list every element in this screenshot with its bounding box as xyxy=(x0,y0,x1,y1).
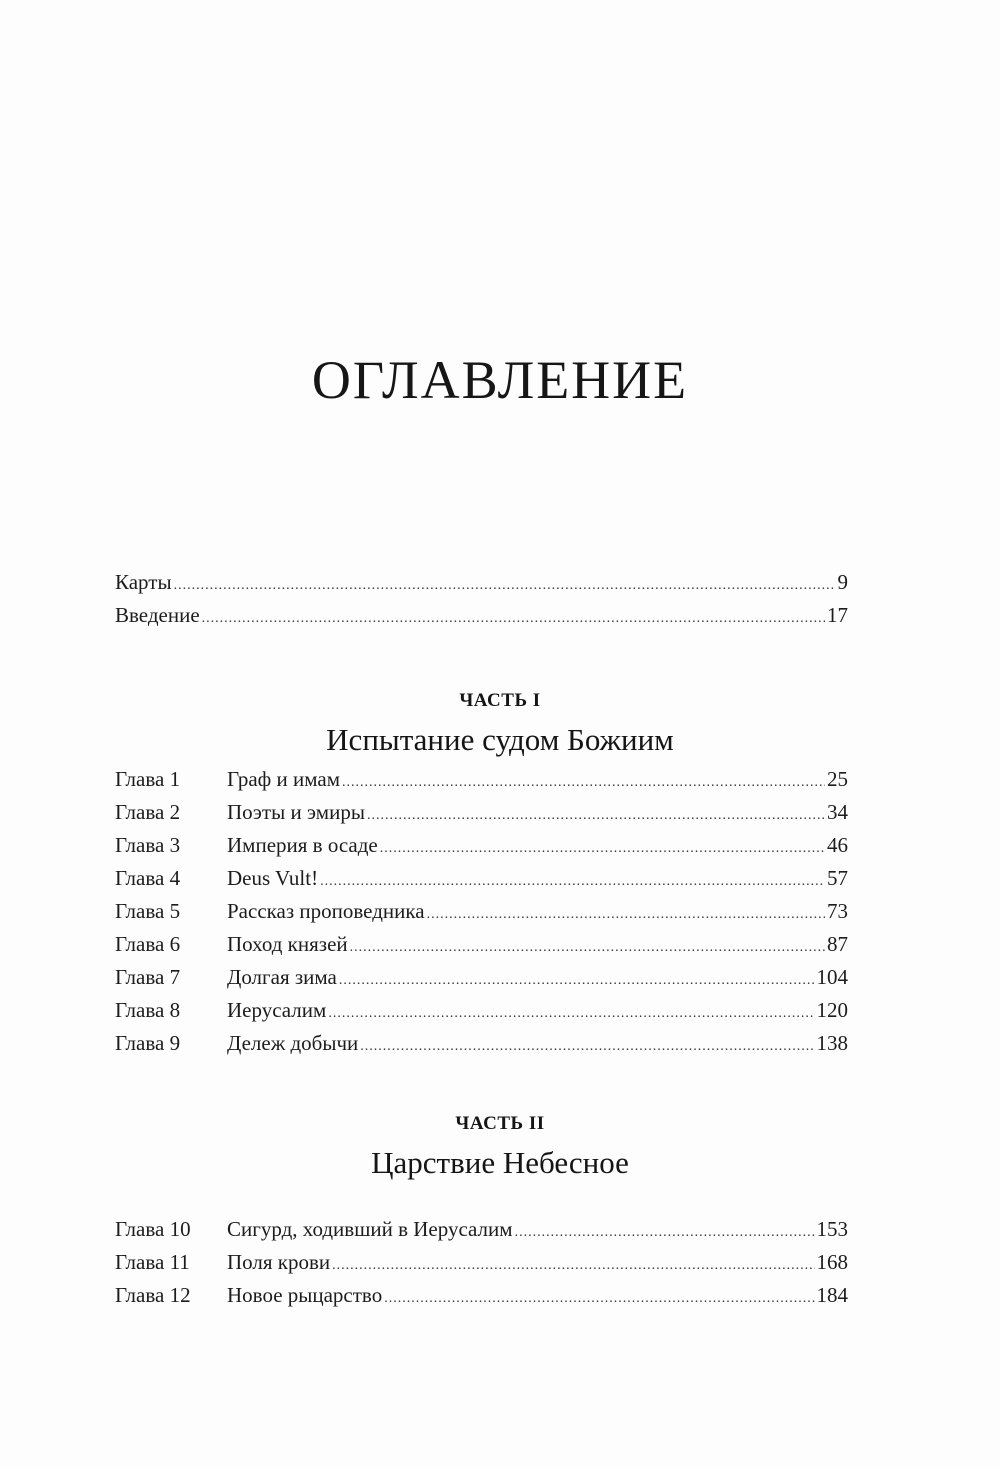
chapter-title: Новое рыцарство xyxy=(227,1283,383,1307)
chapter-title: Поэты и эмиры xyxy=(227,800,365,824)
chapter-title: Сигурд, ходивший в Иерусалим xyxy=(227,1217,513,1241)
chapter-number: Глава 11 xyxy=(115,1250,190,1274)
dot-leader xyxy=(367,799,825,832)
entry-title: Карты xyxy=(115,570,172,594)
part-1-label: ЧАСТЬ I xyxy=(459,690,541,711)
toc-chapter-entry[interactable] xyxy=(115,994,848,1027)
toc-chapter-entry[interactable] xyxy=(115,1246,848,1279)
chapter-number: Глава 2 xyxy=(115,800,181,824)
front-matter-list xyxy=(115,566,848,632)
page-number: 184 xyxy=(816,1283,848,1307)
dot-leader xyxy=(320,865,825,898)
toc-chapter-entry[interactable] xyxy=(115,928,848,961)
part-2-title: Царствие Небесное xyxy=(371,1145,629,1180)
dot-leader xyxy=(328,997,814,1030)
page-number: 25 xyxy=(827,767,848,791)
chapter-number: Глава 9 xyxy=(115,1031,181,1055)
dot-leader xyxy=(380,832,825,865)
chapter-title: Дележ добычи xyxy=(227,1031,359,1055)
page-number: 153 xyxy=(816,1217,848,1241)
page-title: ОГЛАВЛЕНИЕ xyxy=(311,350,689,410)
dot-leader xyxy=(342,766,825,799)
entry-title: Введение xyxy=(115,603,200,627)
dot-leader xyxy=(515,1216,815,1249)
part-2-chapter-list xyxy=(115,1213,848,1312)
part-2-label: ЧАСТЬ II xyxy=(455,1113,545,1134)
chapter-title: Рассказ проповедника xyxy=(227,899,425,923)
chapter-title: Долгая зима xyxy=(227,965,337,989)
chapter-number: Глава 12 xyxy=(115,1283,191,1307)
chapter-number: Глава 10 xyxy=(115,1217,191,1241)
chapter-number: Глава 4 xyxy=(115,866,181,890)
chapter-title: Иерусалим xyxy=(227,998,327,1022)
chapter-number: Глава 8 xyxy=(115,998,181,1022)
page-number: 168 xyxy=(816,1250,848,1274)
chapter-number: Глава 5 xyxy=(115,899,181,923)
dot-leader xyxy=(339,964,815,997)
toc-entry-introduction[interactable] xyxy=(115,599,848,632)
dot-leader xyxy=(427,898,825,931)
chapter-title: Граф и имам xyxy=(227,767,340,791)
toc-chapter-entry[interactable] xyxy=(115,1027,848,1060)
chapter-title: Империя в осаде xyxy=(227,833,378,857)
toc-chapter-entry[interactable] xyxy=(115,895,848,928)
page-number: 57 xyxy=(827,866,848,890)
part-1-title: Испытание судом Божиим xyxy=(326,722,674,757)
page-number: 9 xyxy=(837,570,848,594)
part-1-chapter-list xyxy=(115,763,848,1060)
page-number: 87 xyxy=(827,932,848,956)
page-number: 46 xyxy=(827,833,848,857)
toc-chapter-entry[interactable] xyxy=(115,1213,848,1246)
chapter-number: Глава 3 xyxy=(115,833,181,857)
page-number: 34 xyxy=(827,800,848,824)
toc-chapter-entry[interactable] xyxy=(115,829,848,862)
page-number: 104 xyxy=(816,965,848,989)
page-number: 138 xyxy=(816,1031,848,1055)
chapter-title: Поля крови xyxy=(227,1250,331,1274)
page-number: 73 xyxy=(827,899,848,923)
chapter-number: Глава 1 xyxy=(115,767,181,791)
dot-leader xyxy=(202,602,825,635)
dot-leader xyxy=(174,569,836,602)
chapter-title: Deus Vult! xyxy=(227,866,319,890)
chapter-title: Поход князей xyxy=(227,932,348,956)
toc-chapter-entry[interactable] xyxy=(115,796,848,829)
toc-chapter-entry[interactable] xyxy=(115,961,848,994)
dot-leader xyxy=(360,1030,814,1063)
dot-leader xyxy=(384,1282,814,1315)
toc-chapter-entry[interactable] xyxy=(115,862,848,895)
chapter-number: Глава 6 xyxy=(115,932,181,956)
dot-leader xyxy=(350,931,825,964)
page-number: 17 xyxy=(827,603,848,627)
page-number: 120 xyxy=(816,998,848,1022)
dot-leader xyxy=(332,1249,814,1282)
toc-entry-maps[interactable] xyxy=(115,566,848,599)
toc-chapter-entry[interactable] xyxy=(115,763,848,796)
toc-chapter-entry[interactable] xyxy=(115,1279,848,1312)
chapter-number: Глава 7 xyxy=(115,965,181,989)
